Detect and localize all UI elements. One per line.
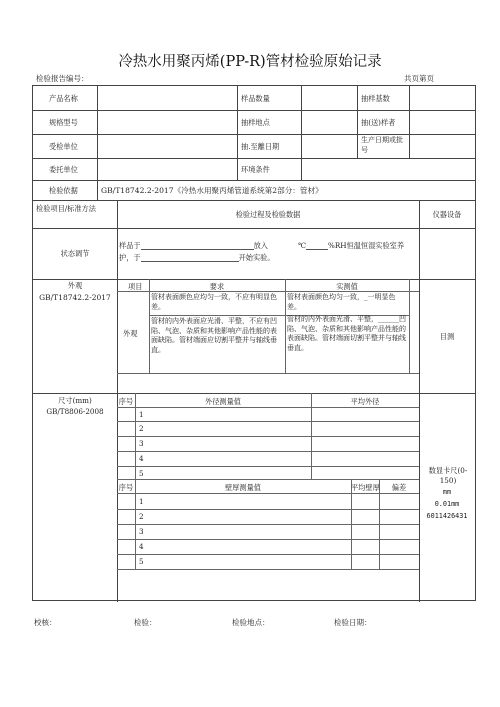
state-conditioning-label: 状态调节: [60, 249, 90, 258]
inspected-unit-label: 受检单位: [49, 142, 78, 151]
sampler-label: 抽(送)样者: [361, 118, 396, 127]
appearance-requirement-1: 管材表面颜色应均匀一致，不应有明显色差。: [151, 293, 277, 311]
appearance-row-label: 外观: [123, 329, 138, 338]
inspection-place-label: 检验地点：: [232, 618, 270, 627]
od-no-header: 序号: [118, 397, 134, 406]
caliper-unit: mm: [442, 488, 452, 496]
wall-measure-header: 壁厚测量值: [225, 483, 261, 492]
sampling-place-label: 抽样地点: [241, 118, 270, 127]
sample-qty-label: 样品数量: [241, 94, 270, 103]
wall-row-2: 2: [139, 512, 144, 521]
wall-row-1: 1: [139, 497, 144, 506]
wall-deviation-header: 偏差: [391, 483, 407, 492]
page-counter: 共页第页: [404, 74, 434, 83]
sampling-base-label: 抽样基数: [361, 94, 390, 103]
inspector-label: 检验：: [134, 618, 157, 627]
process-data-header: 检验过程及检验数据: [235, 210, 301, 219]
state-line-1: 样品于 放入 ℃ %RH恒温恒湿实验室养: [119, 241, 405, 250]
record-table: [32, 85, 476, 601]
od-row-3: 3: [139, 439, 144, 448]
dimension-standard: GB/T8806-2008: [46, 407, 104, 416]
wall-average-header: 平均壁厚: [351, 483, 380, 492]
appearance-standard: GB/T18742.2-2017: [39, 293, 111, 302]
appearance-measured-header: 实测值: [336, 282, 358, 291]
wall-no-header: 序号: [118, 483, 134, 492]
checker-label: 校核：: [34, 618, 57, 627]
dimension-label: 尺寸(mm): [58, 396, 92, 405]
od-measure-header: 外径测量值: [205, 397, 241, 406]
state-line-2: 护，于 开始实验。: [119, 253, 275, 262]
appearance-label: 外观: [67, 281, 83, 290]
appearance-measured-1: 管材表面颜色均匀一致，_一明显色差。: [287, 293, 396, 311]
production-date-label: 生产日期或批号: [361, 136, 403, 154]
od-row-2: 2: [139, 424, 144, 433]
od-row-1: 1: [139, 410, 144, 419]
od-average-header: 平均外径: [350, 397, 380, 406]
sampling-date-label: 抽.至離日期: [241, 142, 280, 151]
appearance-measured-2: 管材的内外表面光滑、平整，______凹陷、气泡、杂质和其他影响产品性能的表面缺陷。管材端面切割平整并与轴线垂直。: [287, 315, 406, 352]
appearance-item-header: 项目: [128, 282, 143, 291]
basis-value: GB/T18742.2-2017《冷热水用聚丙烯管道系统第2部分：管材》: [101, 186, 323, 195]
basis-label: 检验依据: [49, 186, 78, 195]
spec-model-label: 规格型号: [49, 118, 78, 127]
caliper-serial: 6011426431: [426, 512, 468, 520]
report-number-label: 检验报告编号：: [36, 74, 89, 83]
product-name-label: 产品名称: [49, 94, 78, 103]
environment-label: 环境条件: [241, 165, 270, 174]
appearance-equipment: 目测: [439, 332, 455, 341]
wall-row-3: 3: [139, 527, 144, 536]
od-row-4: 4: [139, 454, 144, 463]
item-method-header: 检验项目/标准方法: [36, 204, 96, 213]
caliper-name: 数显卡尺(0-150): [428, 466, 468, 485]
od-row-5: 5: [139, 469, 144, 478]
caliper-precision: 0.01mm: [434, 500, 460, 508]
wall-row-4: 4: [139, 542, 144, 551]
client-unit-label: 委托单位: [49, 165, 78, 174]
appearance-requirement-header: 要求: [209, 282, 225, 291]
wall-row-5: 5: [139, 557, 144, 566]
equipment-header: 仪器设备: [432, 210, 462, 219]
page-title: 冷热水用聚丙烯(PP-R)管材检验原始记录: [118, 54, 382, 70]
appearance-requirement-2: 管材的内外表面应光滑、平整，不应有凹陷、气泡、杂质和其他影响产品性能的表面缺陷。管材端面应切割平整并与轴线垂直。: [151, 317, 277, 354]
inspection-date-label: 检验日期：: [334, 618, 372, 627]
